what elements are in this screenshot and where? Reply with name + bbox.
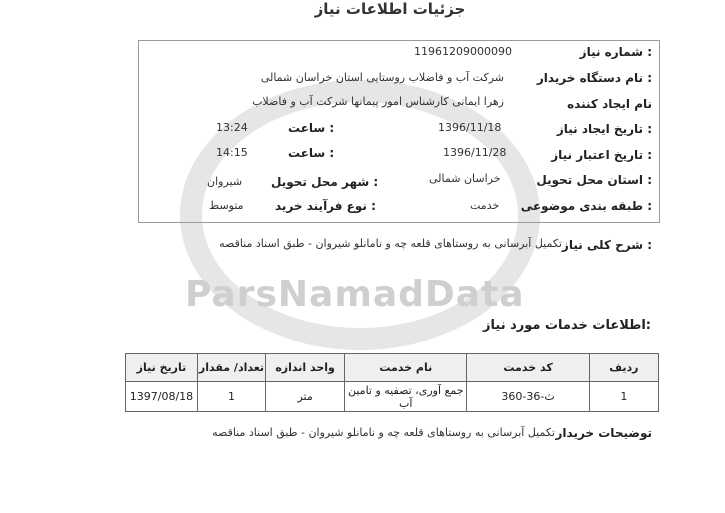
validity-time-value: 14:15 (216, 146, 248, 159)
category-value: خدمت (470, 199, 500, 212)
process-value: متوسط (209, 199, 244, 212)
validity-time-label: ساعت : (288, 146, 335, 160)
cell-quantity: 1 (197, 382, 265, 412)
created-date-value: 1396/11/18 (438, 121, 502, 134)
header-row-number: ردیف (589, 354, 658, 382)
cell-unit: متر (266, 382, 345, 412)
creator-label: نام ایجاد کننده (567, 97, 652, 111)
header-service-code: کد خدمت (467, 354, 589, 382)
cell-need-date: 1397/08/18 (126, 382, 198, 412)
cell-service-name: جمع آوری، تصفیه و تامین آب (345, 382, 467, 412)
buyer-org-label: نام دستگاه خریدار : (536, 71, 652, 85)
cell-service-code: ث-36-360 (467, 382, 589, 412)
province-value: خراسان شمالی (429, 172, 501, 185)
created-date-label: تاریخ ایجاد نیاز : (556, 122, 652, 136)
description-label: شرح کلی نیاز : (561, 238, 652, 252)
city-value: شیروان (207, 175, 243, 188)
need-number-value: 11961209000090 (414, 45, 512, 58)
cell-row-number: 1 (589, 382, 658, 412)
buyer-notes-text: تکمیل آبرسانی به روستاهای قلعه چه و نامانلو شیروان - طبق اسناد مناقصه (212, 426, 555, 439)
buyer-notes-label: توضیحات خریدار (555, 426, 652, 440)
validity-date-label: تاریخ اعتبار نیاز : (551, 148, 652, 162)
description-text: تکمیل آبرسانی به روستاهای قلعه چه و نامانلو شیروان - طبق اسناد مناقصه (219, 237, 562, 250)
services-table (125, 353, 659, 412)
header-need-date: تاریخ نیاز (126, 354, 198, 382)
watermark-brand: ParsNamadData (185, 274, 525, 315)
page-title: جزئیات اطلاعات نیاز (314, 0, 466, 18)
header-service-name: نام خدمت (345, 354, 467, 382)
buyer-org-value: شرکت آب و فاضلاب روستایی استان خراسان شمالی (260, 71, 504, 84)
need-number-label: شماره نیاز : (579, 45, 652, 59)
services-section-title: اطلاعات خدمات مورد نیاز: (483, 318, 651, 333)
category-label: طبقه بندی موضوعی : (520, 199, 652, 213)
validity-date-value: 1396/11/28 (443, 146, 507, 159)
created-time-label: ساعت : (288, 121, 335, 135)
header-quantity: تعداد/ مقدار (197, 354, 265, 382)
province-label: استان محل تحویل : (536, 173, 652, 187)
table-row (126, 382, 659, 412)
header-unit: واحد اندازه (266, 354, 345, 382)
services-header-row (126, 354, 659, 382)
creator-value: زهرا ایمانی کارشناس امور پیمانها شرکت آب و فاضلاب (252, 95, 504, 108)
created-time-value: 13:24 (216, 121, 248, 134)
process-label: نوع فرآیند خرید : (275, 199, 376, 213)
city-label: شهر محل تحویل : (271, 175, 379, 189)
